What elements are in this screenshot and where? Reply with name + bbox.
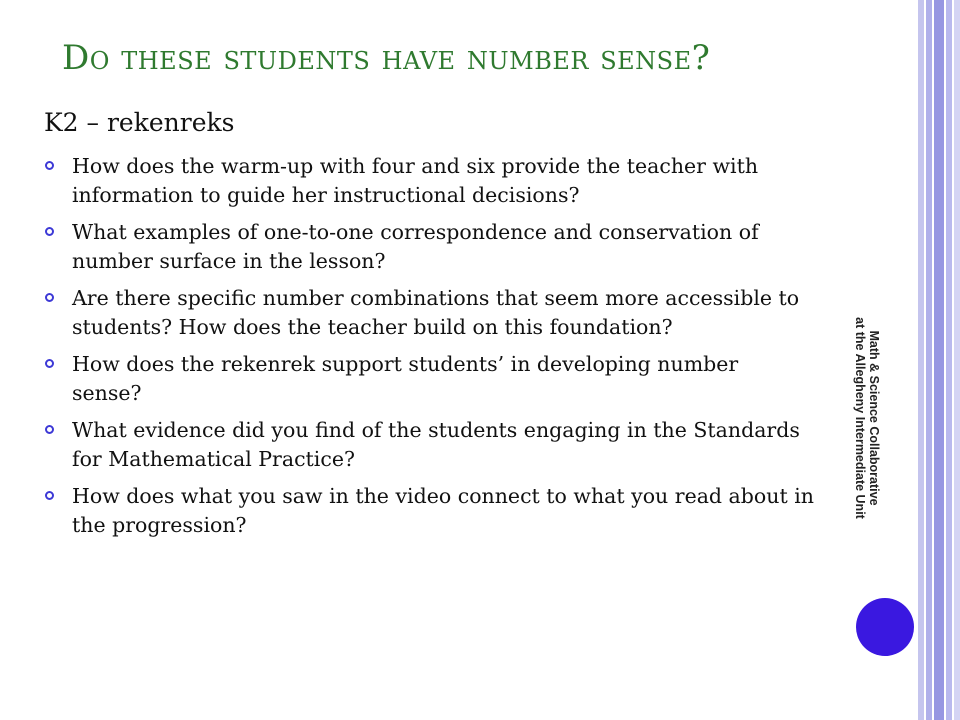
- bullet-icon: [45, 293, 54, 302]
- bullet-item: [44, 284, 814, 342]
- bullet-item: [44, 152, 814, 210]
- bullet-item: [44, 218, 814, 276]
- bullet-icon: [45, 491, 54, 500]
- bullet-icon: [45, 227, 54, 236]
- bullet-item: [44, 416, 814, 474]
- bullet-icon: [45, 161, 54, 170]
- bullet-text: How does what you saw in the video connect to what you read about in the progression?: [72, 484, 814, 537]
- bullet-text: What examples of one-to-one correspondence and conservation of number surface in the lesson?: [72, 220, 759, 273]
- side-label-line2: at the Allegheny Intermediate Unit: [853, 317, 867, 519]
- bullet-item: [44, 350, 814, 408]
- bullet-text: How does the warm-up with four and six provide the teacher with information to guide her instructional decisions?: [72, 154, 759, 207]
- bullet-text: What evidence did you find of the students engaging in the Standards for Mathematical Practice?: [72, 418, 800, 471]
- slide-subtitle: K2 – rekenreks: [44, 108, 235, 137]
- decorative-bar-3: [934, 0, 944, 720]
- bullet-text: Are there specific number combinations that seem more accessible to students? How does the teacher build on this foundation?: [72, 286, 800, 339]
- bullet-icon: [45, 425, 54, 434]
- decorative-circle: [856, 598, 914, 656]
- bullet-list: [44, 152, 814, 548]
- slide-title: Do these students have number sense?: [62, 38, 711, 78]
- bullet-item: [44, 482, 814, 540]
- side-label: [853, 288, 881, 548]
- decorative-bar-4: [946, 0, 952, 720]
- decorative-bar-1: [918, 0, 924, 720]
- decorative-bar-2: [926, 0, 932, 720]
- bullet-text: How does the rekenrek support students’ in developing number sense?: [72, 352, 739, 405]
- bullet-icon: [45, 359, 54, 368]
- side-label-line1: Math & Science Collaborative: [867, 330, 881, 506]
- decorative-bar-5: [954, 0, 960, 720]
